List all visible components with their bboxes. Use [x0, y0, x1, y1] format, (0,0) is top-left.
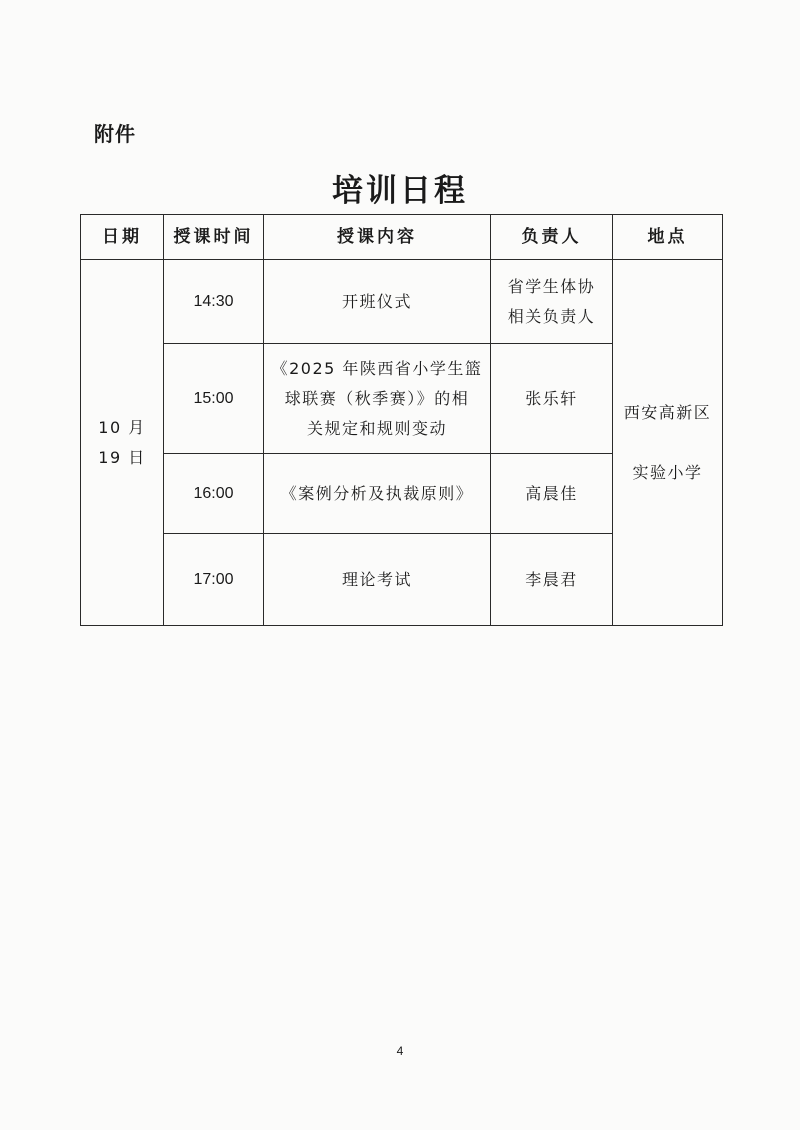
person-cell: 高晨佳 — [491, 454, 613, 534]
header-content: 授课内容 — [264, 215, 491, 260]
person-cell: 李晨君 — [491, 534, 613, 626]
time-cell: 15:00 — [164, 344, 264, 454]
person-cell: 张乐轩 — [491, 344, 613, 454]
page-number: 4 — [396, 1044, 404, 1058]
attachment-label: 附件 — [94, 122, 136, 146]
date-day: 19 日 — [98, 447, 146, 467]
time-cell: 14:30 — [164, 260, 264, 344]
location-cell — [613, 260, 723, 626]
time-cell: 16:00 — [164, 454, 264, 534]
training-schedule-table — [80, 214, 723, 626]
header-person: 负责人 — [491, 215, 613, 260]
table-header-row — [81, 215, 723, 260]
date-month: 10 月 — [98, 417, 146, 437]
location-line-1: 西安高新区 — [623, 402, 712, 422]
header-time: 授课时间 — [164, 215, 264, 260]
content-cell: 《案例分析及执裁原则》 — [264, 454, 491, 534]
content-cell: 开班仪式 — [264, 260, 491, 344]
date-cell — [81, 260, 164, 626]
content-cell: 《2025 年陕西省小学生篮 球联赛（秋季赛）》的相 关规定和规则变动 — [264, 344, 491, 454]
header-date: 日期 — [81, 215, 164, 260]
person-cell: 省学生体协 相关负责人 — [491, 260, 613, 344]
page-title: 培训日程 — [332, 173, 468, 209]
header-location: 地点 — [613, 215, 723, 260]
location-line-2: 实验小学 — [632, 462, 703, 482]
time-cell: 17:00 — [164, 534, 264, 626]
table-row — [81, 260, 723, 344]
content-cell: 理论考试 — [264, 534, 491, 626]
